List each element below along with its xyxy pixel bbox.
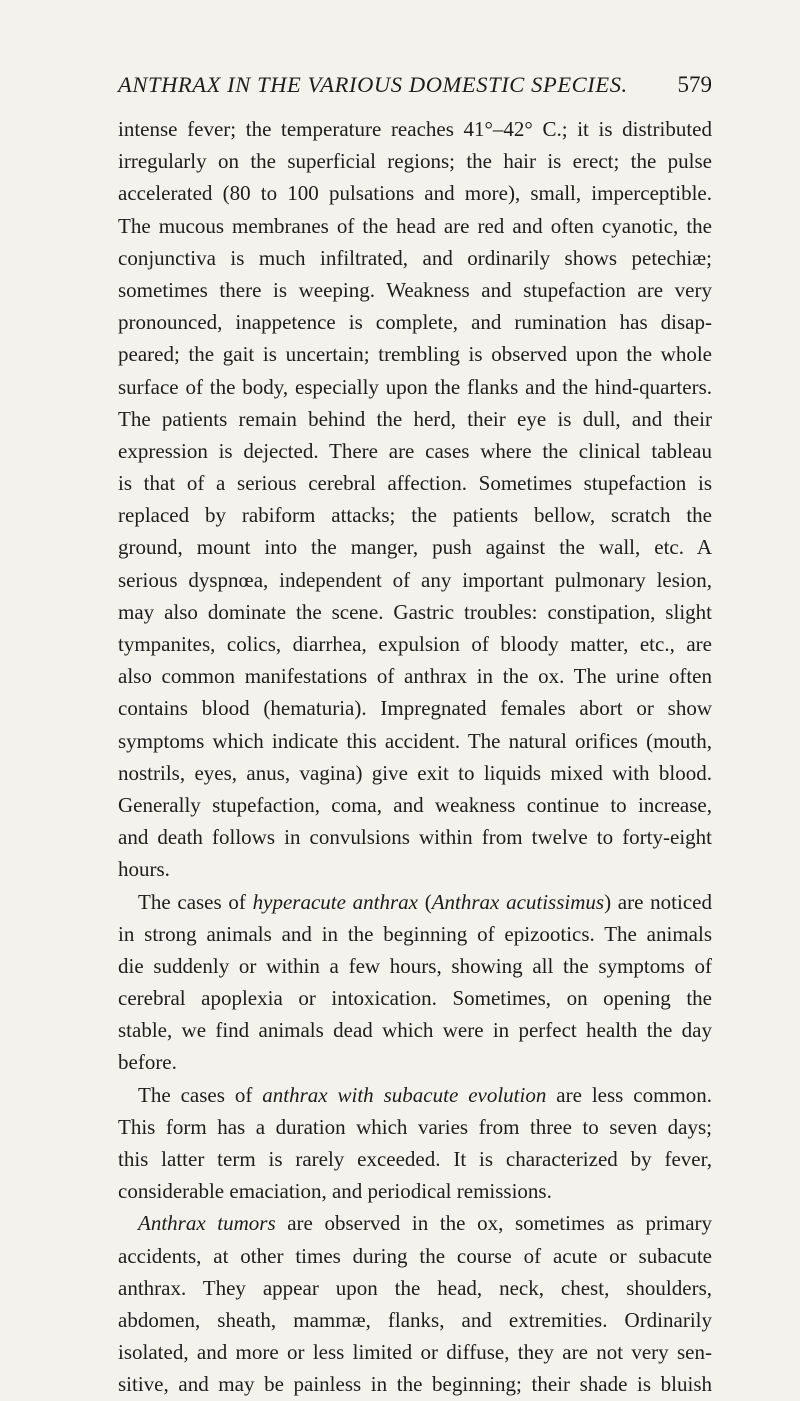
text-line (118, 1046, 712, 1078)
text-segment: replaced by rabiform attacks; the patients bellow, scratch the (118, 503, 712, 528)
text-line (118, 1014, 712, 1046)
text-line (118, 1079, 712, 1111)
text-line (118, 1111, 712, 1143)
page-number: 579 (677, 72, 712, 97)
text-segment: contains blood (hematuria). Impregnated females abort or show (118, 696, 712, 721)
text-segment: Generally stupefaction, coma, and weakness continue to increase, (118, 792, 712, 817)
text-segment: The cases of (138, 889, 253, 914)
text-segment: accidents, at other times during the course of acute or subacute (118, 1243, 712, 1268)
text-segment: symptoms which indicate this accident. The natural orifices (mouth, (118, 728, 712, 753)
text-line (118, 982, 712, 1014)
text-line (118, 1207, 712, 1239)
text-segment: cerebral apoplexia or intoxication. Sometimes, on opening the (118, 986, 712, 1011)
text-line (118, 757, 712, 789)
text-segment: expression is dejected. There are cases where the clinical tableau (118, 438, 712, 463)
text-segment: conjunctiva is much infiltrated, and ordinarily shows petechiæ; (118, 245, 712, 270)
text-segment: serious dyspnœa, independent of any important pulmonary lesion, (118, 567, 712, 592)
text-line (118, 821, 712, 853)
text-segment: stable, we find animals dead which were in perfect health the day (118, 1018, 712, 1043)
text-line (118, 371, 712, 403)
text-line (118, 1336, 712, 1368)
text-segment: also common manifestations of anthrax in the ox. The urine often (118, 664, 712, 689)
text-line (118, 660, 712, 692)
text-line (118, 403, 712, 435)
text-segment: die suddenly or within a few hours, showing all the symptoms of (118, 953, 712, 978)
text-line (118, 725, 712, 757)
text-line (118, 628, 712, 660)
italic-text: anthrax with subacute evolution (262, 1082, 547, 1107)
text-line (118, 1304, 712, 1336)
text-line (118, 145, 712, 177)
text-segment: surface of the body, especially upon the flanks and the hind-quarters. (118, 374, 712, 399)
text-line (118, 531, 712, 563)
text-line (118, 499, 712, 531)
running-title: ANTHRAX IN THE VARIOUS DOMESTIC SPECIES. (118, 72, 628, 97)
text-line (118, 242, 712, 274)
text-line (118, 435, 712, 467)
text-segment: The mucous membranes of the head are red and often cyanotic, the (118, 213, 712, 238)
text-line (118, 596, 712, 628)
text-segment: ( (417, 889, 432, 914)
text-segment: accelerated (80 to 100 pulsations and more), small, imperceptible. (118, 181, 712, 206)
text-segment: sitive, and may be painless in the beginning; their shade is bluish (118, 1372, 712, 1397)
text-segment: irregularly on the superficial regions; the hair is erect; the pulse (118, 149, 712, 174)
text-segment: are observed in the ox, sometimes as primary (275, 1211, 713, 1236)
body-text (118, 113, 712, 1401)
text-line (118, 886, 712, 918)
text-line (118, 918, 712, 950)
text-segment: isolated, and more or less limited or diffuse, they are not very sen- (118, 1340, 712, 1365)
text-segment: and death follows in convulsions within from twelve to forty-eight (118, 825, 712, 850)
text-segment: sometimes there is weeping. Weakness and stupefaction are very (118, 277, 712, 302)
running-head (118, 72, 712, 108)
text-segment: The cases of (138, 1082, 263, 1107)
text-line (118, 853, 712, 885)
text-segment: tympanites, colics, diarrhea, expulsion of bloody matter, etc., are (118, 632, 712, 656)
text-segment: pronounced, inappetence is complete, and rumination has disap- (118, 310, 712, 335)
text-line (118, 113, 712, 145)
text-line (118, 1368, 712, 1400)
text-segment: This form has a duration which varies from three to seven days; (118, 1114, 712, 1139)
text-segment: peared; the gait is uncertain; trembling is observed upon the whole (118, 342, 712, 367)
text-segment: nostrils, eyes, anus, vagina) give exit to liquids mixed with blood. (118, 760, 712, 785)
text-line (118, 210, 712, 242)
italic-text: Anthrax tumors (138, 1211, 276, 1236)
text-line (118, 338, 712, 370)
text-segment: intense fever; the temperature reaches 41°–42° C.; it is distributed (118, 117, 712, 141)
text-line (118, 564, 712, 596)
text-segment: ) are noticed (604, 889, 712, 914)
text-segment: may also dominate the scene. Gastric troubles: constipation, slight (118, 599, 712, 624)
text-line (118, 306, 712, 338)
text-line (118, 177, 712, 209)
text-segment: before. (118, 1050, 177, 1075)
text-segment: anthrax. They appear upon the head, neck, chest, shoulders, (118, 1275, 712, 1300)
text-segment: is that of a serious cerebral affection. Sometimes stupefaction is (118, 471, 712, 496)
text-segment: in strong animals and in the beginning of epizootics. The animals (118, 921, 712, 946)
italic-text: Anthrax acutissimus (431, 889, 605, 914)
text-segment: abdomen, sheath, mammæ, flanks, and extremities. Ordinarily (118, 1307, 712, 1332)
text-segment: considerable emaciation, and periodical remissions. (118, 1179, 552, 1204)
text-line (118, 467, 712, 499)
text-line (118, 692, 712, 724)
text-line (118, 1175, 712, 1207)
italic-text: hyperacute anthrax (252, 889, 418, 914)
text-line (118, 274, 712, 306)
text-segment: are less common. (546, 1082, 713, 1107)
text-segment: hours. (118, 857, 170, 882)
text-line (118, 1272, 712, 1304)
text-line (118, 1240, 712, 1272)
text-segment: The patients remain behind the herd, their eye is dull, and their (118, 406, 712, 431)
text-line (118, 950, 712, 982)
text-segment: this latter term is rarely exceeded. It is characterized by fever, (118, 1147, 712, 1171)
text-segment: ground, mount into the manger, push against the wall, etc. A (118, 535, 712, 560)
text-line (118, 789, 712, 821)
text-line (118, 1143, 712, 1175)
